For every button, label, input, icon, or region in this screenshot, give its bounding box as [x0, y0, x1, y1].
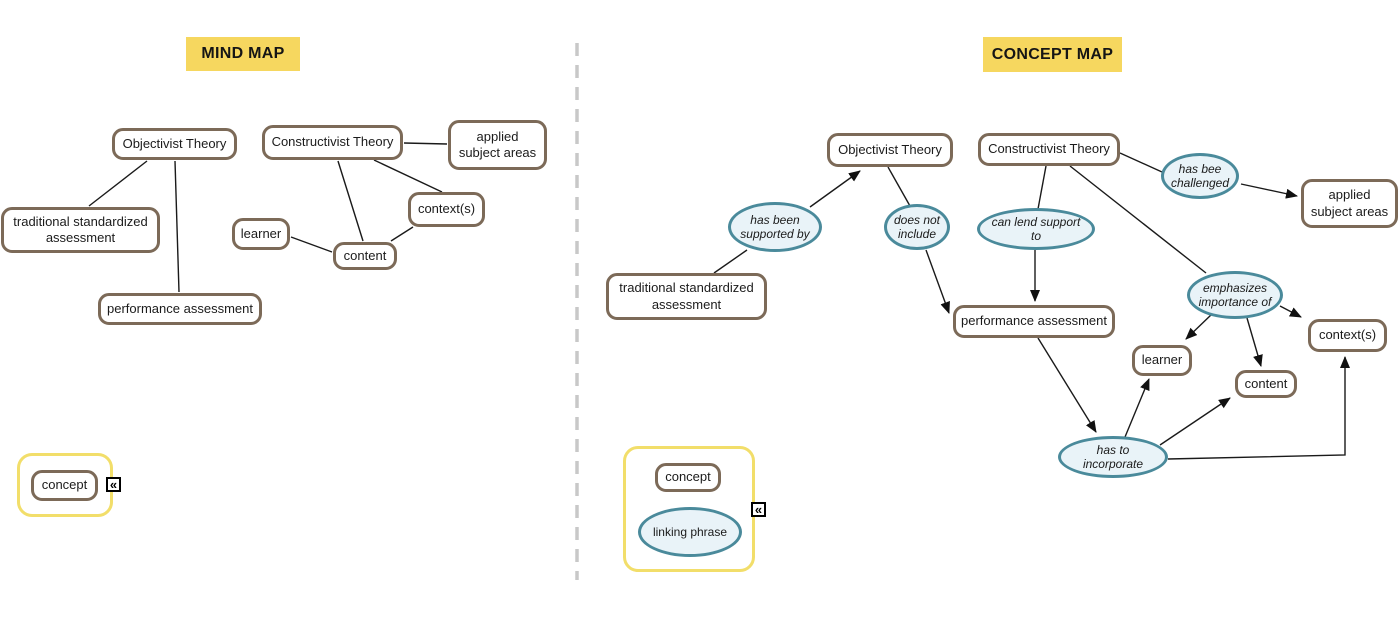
- mm-node-performance-assessment: performance assessment: [98, 293, 262, 325]
- cm-node-performance-assessment: performance assessment: [953, 305, 1115, 338]
- concept-map-title: CONCEPT MAP: [983, 37, 1122, 72]
- cm-node-content: content: [1235, 370, 1297, 398]
- cm-node-constructivist-theory: Constructivist Theory: [978, 133, 1120, 166]
- cm-link-can-lend-support-to: can lend support to: [977, 208, 1095, 250]
- cm-link-has-to-incorporate: has to incorporate: [1058, 436, 1168, 478]
- cm-link-does-not-include: does not include: [884, 204, 950, 250]
- cm-link-emphasizes-importance-of: emphasizes importance of: [1187, 271, 1283, 319]
- cm-node-applied-subject-areas: applied subject areas: [1301, 179, 1398, 228]
- mind-map-collapse-icon[interactable]: «: [106, 477, 121, 492]
- mind-map-legend-concept: concept: [31, 470, 98, 501]
- mm-node-content: content: [333, 242, 397, 270]
- concept-map-legend-concept: concept: [655, 463, 721, 492]
- mm-node-constructivist-theory: Constructivist Theory: [262, 125, 403, 160]
- cm-node-objectivist-theory: Objectivist Theory: [827, 133, 953, 167]
- cm-node-learner: learner: [1132, 345, 1192, 376]
- cm-node-contexts: context(s): [1308, 319, 1387, 352]
- cm-link-has-been-supported-by: has been supported by: [728, 202, 822, 252]
- mm-node-contexts: context(s): [408, 192, 485, 227]
- mind-map-title: MIND MAP: [186, 37, 300, 71]
- mm-node-learner: learner: [232, 218, 290, 250]
- cm-link-has-bee-challenged: has bee challenged: [1161, 153, 1239, 199]
- cm-node-traditional-standardized-assessment: traditional standardized assessment: [606, 273, 767, 320]
- mm-node-objectivist-theory: Objectivist Theory: [112, 128, 237, 160]
- concept-map-collapse-icon[interactable]: «: [751, 502, 766, 517]
- mm-node-applied-subject-areas: applied subject areas: [448, 120, 547, 170]
- concept-map-legend-linking-phrase: linking phrase: [638, 507, 742, 557]
- mm-node-traditional-standardized-assessment: traditional standardized assessment: [1, 207, 160, 253]
